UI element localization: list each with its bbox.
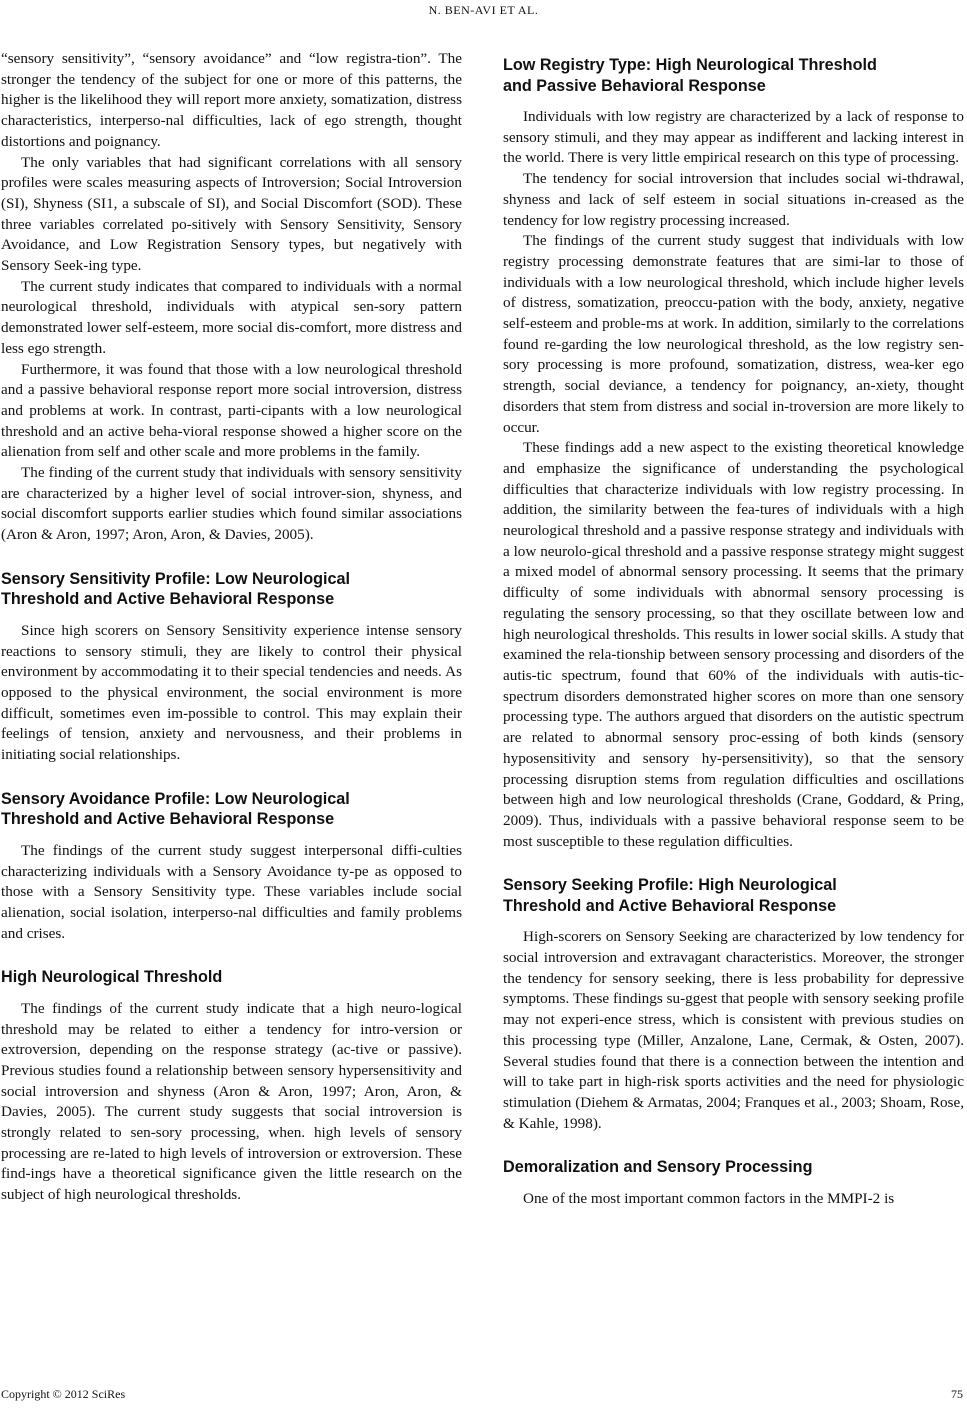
paragraph: One of the most important common factors in the MMPI-2 is xyxy=(523,1189,895,1207)
left-column xyxy=(1,49,462,1206)
section-heading: Sensory Sensitivity Profile: Low Neurological Threshold and Active Behavioral Response xyxy=(1,569,351,609)
paragraph: The findings of the current study suggest that individuals with low registry processing demonstrate features that are simi-lar to those of individuals with a low neurological threshold, which include higher levels of distress, somatization, preoccu-pation with the body, anxiety, negative self-esteem and proble-ms at work. In addition, similarly to the correlations found re-garding the low neurological threshold, as the low registry sen-sory processing is more profound, somatization, distress, wea-ker ego strength, social deviance, a tendency for poignancy, an-xiety, thought disorders that stem from distress and social in-troversion are more likely to occur. xyxy=(503,232,964,436)
paragraph: These findings add a new aspect to the existing theoretical knowledge and emphasize the significance of understanding the psychological difficulties that characterize individuals with low registry processing. In addition, the similarity between the fea-tures of individuals with a high neurological threshold and a passive response strategy and individuals with a low neurolo-gical threshold and a passive response strategy might suggest a mixed model of abnormal sensory processing. It seems that the primary difficulty of some individuals with abnormal sensory processing is regulating the sensory processing, so that they oscillate between low and high neurological thresholds. This results in lower social skills. A study that examined the rela-tionship between sensory processing and disorders of the autis-tic spectrum, found that 60% of the individuals with autis-tic-spectrum disorders demonstrated higher scores on more than one sensory processing type. The authors argued that disorders on the autistic spectrum are related to abnormal sensory proc-essing of both kinds (sensory hyposensitivity and sensory hy-persensitivity), so that the sensory processing disruption stems from regulation difficulties and oscillations between high and low neurological thresholds (Crane, Goddard, & Pring, 2009). Thus, individuals with a passive behavioral response seem to be most susceptible to these regulation difficulties. xyxy=(503,439,964,850)
paragraph: The current study indicates that compared to individuals with a normal neurological threshold, individuals with atypical sen-sory pattern demonstrated lower self-esteem, more social dis-comfort, more distress and less ego strength. xyxy=(1,277,462,357)
section-heading: Low Registry Type: High Neurological Threshold and Passive Behavioral Response xyxy=(503,56,877,95)
paragraph: Individuals with low registry are characterized by a lack of response to sensory stimuli, and they may appear as indifferent and lacking interest in the world. There is very little empirical research on this type of processing. xyxy=(503,108,964,167)
footer-copyright: Copyright © 2012 SciRes xyxy=(1,1387,126,1401)
paragraph: The findings of the current study suggest interpersonal diffi-culties characterizing individuals with a Sensory Avoidance ty-pe as opposed to those with a Sensory Sensitivity type. These variables include social alienation, social isolation, interperso-nal difficulties and family problems and crises. xyxy=(1,841,462,942)
paragraph: The finding of the current study that individuals with sensory sensitivity are characterized by a higher level of social introver-sion, shyness, and social discomfort supports earlier studies which found similar associations (Aron & Aron, 1997; Aron, Aron, & Davies, 2005). xyxy=(1,464,462,544)
section-heading: Sensory Seeking Profile: High Neurological Threshold and Active Behavioral Response xyxy=(503,876,837,915)
paragraph: The tendency for social introversion that includes social wi-thdrawal, shyness and lack of self esteem in social situations in-creased as the tendency for low registry processing increased. xyxy=(503,170,964,229)
paragraph: The findings of the current study indicate that a high neuro-logical threshold may be related to either a tendency for intro-version or extroversion, depending on the response strategy (ac-tive or passive). Previous studies found a relationship between sensory hypersensitivity and social introversion and shyness (Aron & Aron, 1997; Aron, Aron, & Davies, 2005). The current study suggests that social introversion is strongly related to sen-sory processing, when. high levels of sensory processing are re-lated to high levels of introversion or extroversion. These find-ings have a theoretical significance given the little research on the subject of high neurological thresholds. xyxy=(1,999,462,1204)
running-head: N. BEN-AVI ET AL. xyxy=(428,3,539,17)
footer-page-number: 75 xyxy=(951,1387,963,1401)
paragraph: High-scorers on Sensory Seeking are characterized by low tendency for social introversion and extravagant characteristics. Moreover, the stronger the tendency for sensory seeking, there is less probability for depressive symptoms. These findings su-ggest that people with sensory seeking profile may not experi-ence stress, which is consistent with previous studies on this processing type (Miller, Anzalone, Lane, Cermak, & Osten, 2007). Several studies found that there is a connection between the intention and will to take part in high-risk sports activities and the need for physiologic stimulation (Diehem & Armatas, 2004; Franques et al., 2003; Shoam, Rose, & Kahle, 1998). xyxy=(503,928,964,1132)
paragraph: The only variables that had significant correlations with all sensory profiles were scales measuring aspects of Introversion; Social Introversion (SI), Shyness (SI1, a subscale of SI), and Social Discomfort (SOD). These three variables correlated po-sitively with Sensory Sensitivity, Sensory Avoidance, and Low Registration Sensory types, but negatively with Sensory Seek-ing type. xyxy=(1,153,462,275)
section-heading: Demoralization and Sensory Processing xyxy=(503,1158,813,1177)
paragraph: Furthermore, it was found that those with a low neurological threshold and a passive behavioral response report more social introversion, distress and problems at work. In contrast, parti-cipants with a low neurological threshold and an active beha-vioral response showed a higher score on the alienation from self and other scale and more problems in the family. xyxy=(1,360,462,461)
paragraph: Since high scorers on Sensory Sensitivity experience intense sensory reactions to sensory stimuli, they are likely to control their physical environment by accommodating it to their special tendencies and needs. As opposed to the physical environment, the social environment is more difficult, sometimes even im-possible to control. This may explain their feelings of tension, anxiety and nervousness, and their problems in initiating social relationships. xyxy=(1,621,462,764)
section-heading: Sensory Avoidance Profile: Low Neurological Threshold and Active Behavioral Response xyxy=(1,789,350,829)
paragraph: “sensory sensitivity”, “sensory avoidance” and “low registra-tion”. The stronger the tendency of the subject for one or more of this patterns, the higher is the likelihood they will report more anxiety, somatization, distress characteristics, interperso-nal difficulties, lack of ego strength, thought distortions and poignancy. xyxy=(1,50,462,150)
right-column xyxy=(503,49,964,1210)
section-heading: High Neurological Threshold xyxy=(1,968,223,987)
